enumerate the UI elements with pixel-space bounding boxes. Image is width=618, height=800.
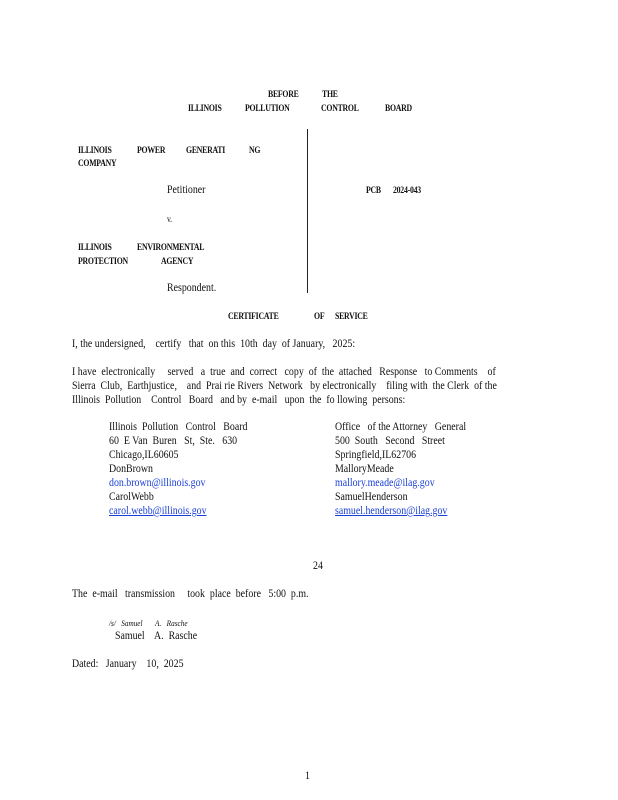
recipient-left-person-2: CarolWebb — [109, 491, 154, 503]
recipient-right-email-2[interactable]: samuel.henderson@ilag.gov — [335, 505, 448, 517]
center-number: 24 — [313, 560, 323, 572]
recipient-left-email-1[interactable]: don.brown@illinois.gov — [109, 477, 206, 489]
header-control: CONTROL — [321, 104, 359, 114]
respondent-label: Respondent. — [167, 282, 217, 294]
petitioner-word-4: NG — [249, 146, 261, 156]
respondent-word-4: AGENCY — [161, 257, 194, 267]
caption-divider — [307, 129, 308, 293]
petitioner-label: Petitioner — [167, 184, 206, 196]
title-service: SERVICE — [335, 312, 368, 322]
recipient-right-person-2: SamuelHenderson — [335, 491, 408, 503]
body-line-1: I have electronically served a true and correct copy of the attached Response to Comments of — [72, 366, 496, 378]
header-illinois: ILLINOIS — [188, 104, 222, 114]
certify-line: I, the undersigned, certify that on this 10th day of January, 2025: — [72, 338, 356, 350]
petitioner-word-3: GENERATI — [186, 146, 226, 156]
signature-small: /s/ Samuel A. Rasche — [109, 618, 188, 628]
body-line-3: Illinois Pollution Control Board and by e-mail upon the fo llowing persons: — [72, 394, 406, 406]
recipient-left-org: Illinois Pollution Control Board — [109, 421, 248, 433]
header-pollution: POLLUTION — [245, 104, 290, 114]
signature-name: Samuel A. Rasche — [115, 630, 198, 642]
case-number: 2024-043 — [393, 186, 421, 196]
body-line-2: Sierra Club, Earthjustice, and Prai rie Rivers Network by electronically filing with the Clerk of the — [72, 380, 497, 392]
recipient-right-email-1[interactable]: mallory.meade@ilag.gov — [335, 477, 435, 489]
recipient-right-org: Office of the Attorney General — [335, 421, 467, 433]
recipient-right-person-1: MalloryMeade — [335, 463, 394, 475]
title-of: OF — [314, 312, 325, 322]
versus: v. — [167, 215, 172, 225]
recipient-left-address: 60 E Van Buren St, Ste. 630 — [109, 435, 238, 447]
page-number: 1 — [305, 770, 310, 782]
title-certificate: CERTIFICATE — [228, 312, 279, 322]
petitioner-word-1: ILLINOIS — [78, 146, 112, 156]
recipient-left-person-1: DonBrown — [109, 463, 153, 475]
header-the: THE — [322, 90, 338, 100]
respondent-word-2: ENVIRONMENTAL — [137, 243, 205, 253]
recipient-left-city: Chicago,IL60605 — [109, 449, 179, 461]
petitioner-word-2: POWER — [137, 146, 166, 156]
recipient-right-city: Springfield,IL62706 — [335, 449, 417, 461]
case-pcb: PCB — [366, 186, 381, 196]
respondent-word-1: ILLINOIS — [78, 243, 112, 253]
transmission-line: The e-mail transmission took place before 5:00 p.m. — [72, 588, 309, 600]
dated-line: Dated: January 10, 2025 — [72, 658, 184, 670]
respondent-word-3: PROTECTION — [78, 257, 128, 267]
petitioner-word-5: COMPANY — [78, 159, 117, 169]
header-before: BEFORE — [268, 90, 299, 100]
recipient-left-email-2[interactable]: carol.webb@illinois.gov — [109, 505, 207, 517]
recipient-right-address: 500 South Second Street — [335, 435, 445, 447]
header-board: BOARD — [385, 104, 412, 114]
